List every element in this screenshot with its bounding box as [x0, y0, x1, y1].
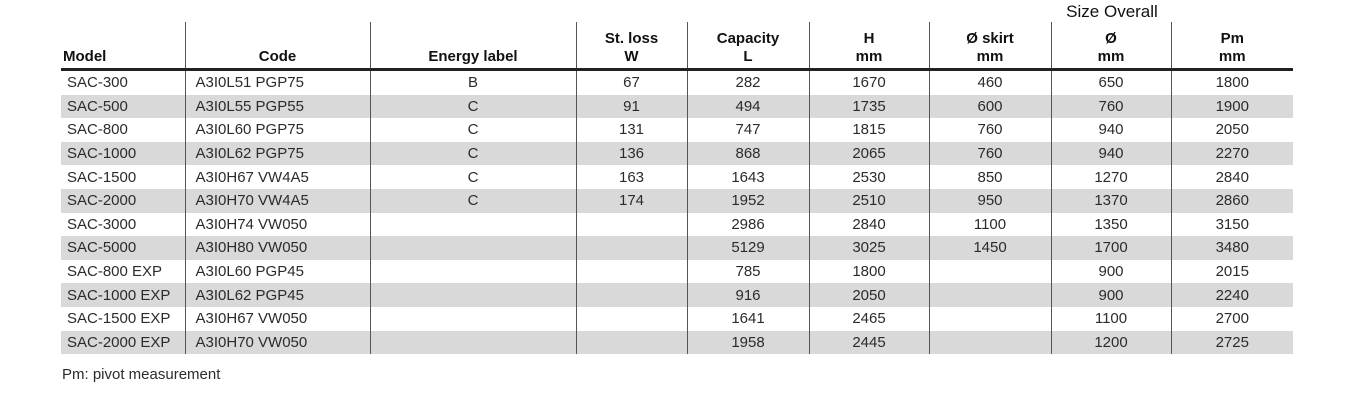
- cell-skirt-diameter: 460: [929, 70, 1051, 95]
- cell-skirt-diameter: 1450: [929, 236, 1051, 260]
- cell-height: 2050: [809, 283, 929, 307]
- table-row: [61, 236, 1293, 260]
- cell-energy-label: [370, 213, 576, 237]
- cell-energy-label: [370, 307, 576, 331]
- cell-code: A3I0H70 VW4A5: [185, 189, 370, 213]
- cell-model: SAC-2000: [61, 189, 185, 213]
- cell-height: 1800: [809, 260, 929, 284]
- cell-overall-diameter: 1270: [1051, 165, 1171, 189]
- cell-skirt-diameter: 760: [929, 118, 1051, 142]
- cell-skirt-diameter: 1100: [929, 213, 1051, 237]
- header-standing-loss: St. loss W: [576, 22, 687, 70]
- cell-capacity: 868: [687, 142, 809, 166]
- header-code: Code: [185, 22, 370, 70]
- header-pivot-measurement: Pm mm: [1171, 22, 1293, 70]
- table-row: [61, 95, 1293, 119]
- cell-code: A3I0L51 PGP75: [185, 70, 370, 95]
- cell-energy-label: [370, 260, 576, 284]
- cell-model: SAC-1500: [67, 168, 137, 186]
- cell-capacity: 2986: [687, 213, 809, 237]
- cell-skirt-diameter: 760: [929, 142, 1051, 166]
- cell-capacity: 5129: [687, 236, 809, 260]
- cell-pivot-measurement: 2050: [1171, 118, 1293, 142]
- cell-overall-diameter: 940: [1051, 142, 1171, 166]
- cell-pivot-measurement: 2840: [1171, 165, 1293, 189]
- table-header-row: [61, 22, 1293, 70]
- cell-height: 1670: [809, 70, 929, 95]
- cell-standing-loss: [576, 213, 687, 237]
- cell-standing-loss: [576, 283, 687, 307]
- footnote: Pm: pivot measurement: [62, 366, 221, 383]
- header-overall-diameter: Ø mm: [1051, 22, 1171, 70]
- cell-overall-diameter: 1370: [1051, 189, 1171, 213]
- cell-energy-label: [370, 283, 576, 307]
- cell-capacity: 1952: [687, 189, 809, 213]
- cell-standing-loss: [576, 307, 687, 331]
- table-row: [61, 165, 1293, 189]
- cell-standing-loss: 131: [576, 118, 687, 142]
- cell-skirt-diameter: 850: [929, 165, 1051, 189]
- cell-standing-loss: 163: [576, 165, 687, 189]
- cell-code: A3I0L62 PGP75: [185, 142, 370, 166]
- cell-height: 2065: [809, 142, 929, 166]
- cell-pivot-measurement: 2725: [1171, 331, 1293, 355]
- table-row: [61, 213, 1293, 237]
- cell-standing-loss: [576, 331, 687, 355]
- cell-energy-label: [370, 236, 576, 260]
- cell-code: A3I0L60 PGP75: [185, 118, 370, 142]
- cell-height: 2530: [809, 165, 929, 189]
- cell-skirt-diameter: [929, 307, 1051, 331]
- cell-standing-loss: [576, 236, 687, 260]
- cell-energy-label: C: [370, 95, 576, 119]
- cell-model: SAC-2000 EXP: [61, 331, 185, 355]
- cell-overall-diameter: 1700: [1051, 236, 1171, 260]
- cell-model: SAC-800: [67, 121, 128, 139]
- cell-skirt-diameter: 950: [929, 189, 1051, 213]
- cell-model: SAC-800 EXP: [67, 263, 163, 281]
- cell-pivot-measurement: 2015: [1171, 260, 1293, 284]
- cell-skirt-diameter: [929, 331, 1051, 355]
- cell-code: A3I0L60 PGP45: [185, 260, 370, 284]
- table-row: [61, 142, 1293, 166]
- cell-energy-label: C: [370, 118, 576, 142]
- header-skirt-diameter: Ø skirt mm: [929, 22, 1051, 70]
- cell-pivot-measurement: 2270: [1171, 142, 1293, 166]
- cell-code: A3I0L55 PGP55: [185, 95, 370, 119]
- cell-overall-diameter: 940: [1051, 118, 1171, 142]
- cell-pivot-measurement: 1900: [1171, 95, 1293, 119]
- cell-skirt-diameter: 600: [929, 95, 1051, 119]
- cell-code: A3I0H67 VW4A5: [185, 165, 370, 189]
- cell-overall-diameter: 900: [1051, 260, 1171, 284]
- cell-height: 2465: [809, 307, 929, 331]
- cell-model: SAC-1000: [61, 142, 185, 166]
- cell-model: SAC-5000: [61, 236, 185, 260]
- cell-pivot-measurement: 2240: [1171, 283, 1293, 307]
- cell-pivot-measurement: 2860: [1171, 189, 1293, 213]
- cell-standing-loss: [576, 260, 687, 284]
- cell-height: 2445: [809, 331, 929, 355]
- table-row: [61, 70, 1293, 95]
- table-row: [61, 331, 1293, 355]
- cell-overall-diameter: 1200: [1051, 331, 1171, 355]
- cell-standing-loss: 91: [576, 95, 687, 119]
- cell-overall-diameter: 1350: [1051, 213, 1171, 237]
- cell-capacity: 916: [687, 283, 809, 307]
- cell-standing-loss: 67: [576, 70, 687, 95]
- cell-capacity: 494: [687, 95, 809, 119]
- cell-height: 1735: [809, 95, 929, 119]
- header-model: Model: [61, 22, 185, 70]
- cell-overall-diameter: 650: [1051, 70, 1171, 95]
- table-row: [61, 307, 1293, 331]
- size-overall-group-header: Size Overall: [1066, 2, 1158, 21]
- cell-capacity: 282: [687, 70, 809, 95]
- cell-model: SAC-3000: [67, 215, 137, 233]
- table-row: [61, 118, 1293, 142]
- cell-energy-label: C: [370, 189, 576, 213]
- cell-pivot-measurement: 3150: [1171, 213, 1293, 237]
- cell-height: 1815: [809, 118, 929, 142]
- cell-standing-loss: 174: [576, 189, 687, 213]
- cell-code: A3I0H70 VW050: [185, 331, 370, 355]
- cell-model: SAC-300: [67, 74, 128, 92]
- cell-energy-label: [370, 331, 576, 355]
- cell-height: 3025: [809, 236, 929, 260]
- cell-code: A3I0L62 PGP45: [185, 283, 370, 307]
- cell-overall-diameter: 1100: [1051, 307, 1171, 331]
- cell-overall-diameter: 900: [1051, 283, 1171, 307]
- cell-energy-label: C: [370, 165, 576, 189]
- table-row: [61, 283, 1293, 307]
- cell-pivot-measurement: 2700: [1171, 307, 1293, 331]
- cell-capacity: 747: [687, 118, 809, 142]
- cell-overall-diameter: 760: [1051, 95, 1171, 119]
- cell-code: A3I0H67 VW050: [185, 307, 370, 331]
- cell-capacity: 1643: [687, 165, 809, 189]
- header-capacity: Capacity L: [687, 22, 809, 70]
- cell-pivot-measurement: 1800: [1171, 70, 1293, 95]
- cell-code: A3I0H74 VW050: [185, 213, 370, 237]
- cell-height: 2840: [809, 213, 929, 237]
- cell-height: 2510: [809, 189, 929, 213]
- cell-skirt-diameter: [929, 260, 1051, 284]
- cell-standing-loss: 136: [576, 142, 687, 166]
- cell-energy-label: C: [370, 142, 576, 166]
- header-energy-label: Energy label: [370, 22, 576, 70]
- cell-skirt-diameter: [929, 283, 1051, 307]
- cell-code: A3I0H80 VW050: [185, 236, 370, 260]
- specification-table: [61, 22, 1293, 354]
- table-row: [61, 260, 1293, 284]
- cell-capacity: 785: [687, 260, 809, 284]
- cell-model: SAC-500: [61, 95, 185, 119]
- cell-capacity: 1958: [687, 331, 809, 355]
- header-height: H mm: [809, 22, 929, 70]
- table-row: [61, 189, 1293, 213]
- cell-pivot-measurement: 3480: [1171, 236, 1293, 260]
- cell-capacity: 1641: [687, 307, 809, 331]
- cell-model: SAC-1000 EXP: [61, 283, 185, 307]
- cell-model: SAC-1500 EXP: [67, 310, 171, 328]
- cell-energy-label: B: [370, 70, 576, 95]
